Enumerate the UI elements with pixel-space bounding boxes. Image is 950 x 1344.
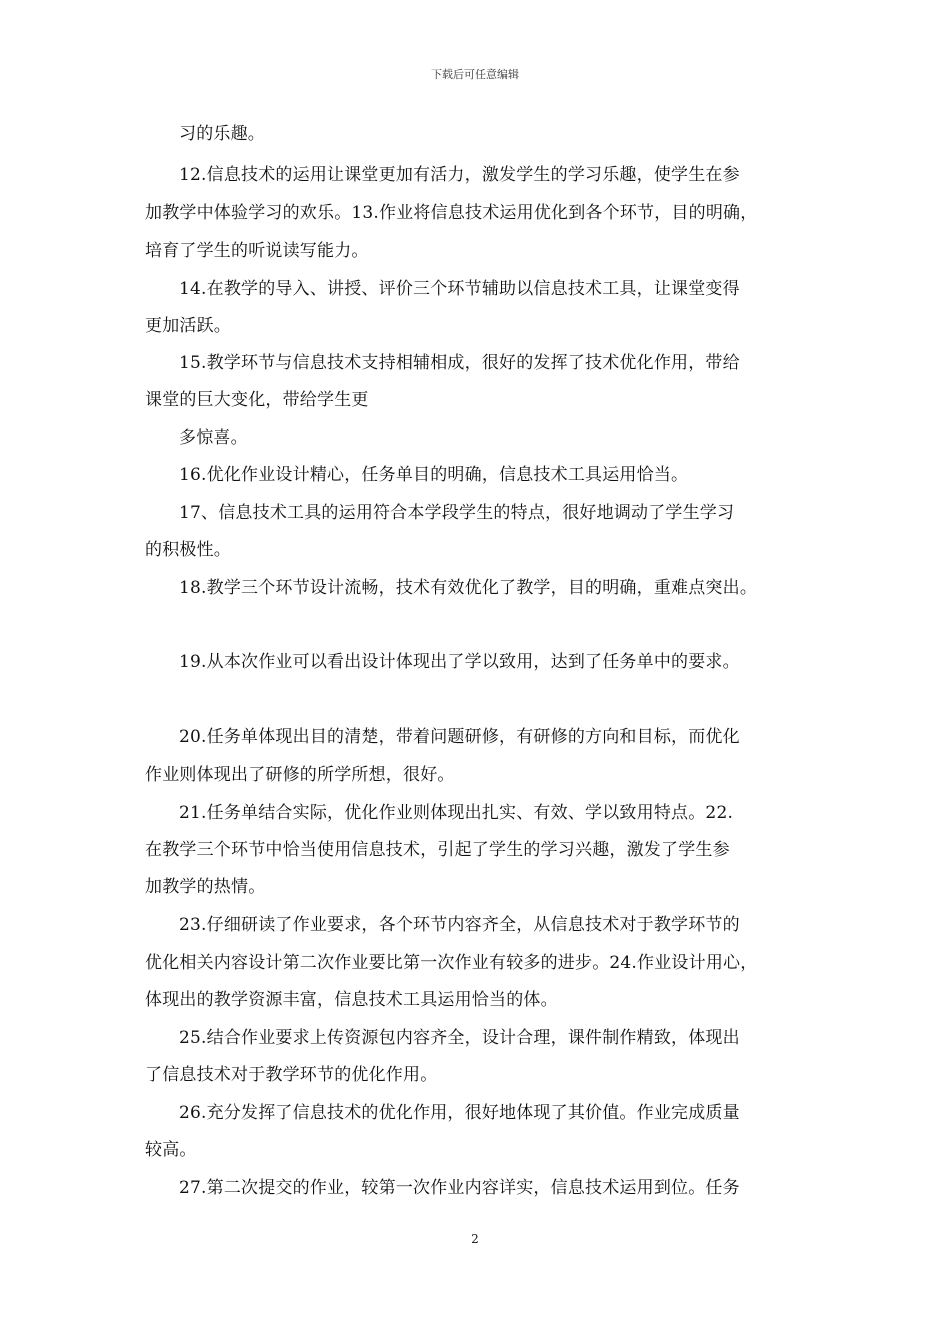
text-line: 加教学中体验学习的欢乐。13.作业将信息技术运用优化到各个环节，目的明确， (145, 203, 758, 223)
text-line: 体现出的教学资源丰富，信息技术工具运用恰当的体。 (145, 990, 558, 1010)
text-line: 习的乐趣。 (179, 124, 265, 144)
text-line: 17、信息技术工具的运用符合本学段学生的特点，很好地调动了学生学习 (179, 503, 735, 523)
text-line: 加教学的热情。 (145, 877, 266, 897)
text-line: 了信息技术对于教学环节的优化作用。 (145, 1065, 438, 1085)
text-line: 的积极性。 (145, 540, 231, 560)
text-line: 课堂的巨大变化，带给学生更 (145, 390, 369, 410)
text-line: 作业则体现出了研修的所学所想，很好。 (145, 765, 455, 785)
page-number: 2 (471, 1232, 479, 1246)
page-header: 下载后可任意编辑 (431, 68, 519, 81)
text-line: 多惊喜。 (179, 428, 248, 448)
text-line: 14.在教学的导入、讲授、评价三个环节辅助以信息技术工具，让课堂变得 (179, 279, 740, 299)
text-line: 在教学三个环节中恰当使用信息技术，引起了学生的学习兴趣，激发了学生参 (145, 840, 730, 860)
text-line: 20.任务单体现出目的清楚，带着问题研修，有研修的方向和目标，而优化 (179, 727, 740, 747)
text-line: 12.信息技术的运用让课堂更加有活力，激发学生的学习乐趣，使学生在参 (179, 165, 740, 185)
text-line: 15.教学环节与信息技术支持相辅相成，很好的发挥了技术优化作用，带给 (179, 353, 740, 373)
text-line: 优化相关内容设计第二次作业要比第一次作业有较多的进步。24.作业设计用心， (145, 953, 758, 973)
text-line: 18.教学三个环节设计流畅，技术有效优化了教学，目的明确，重难点突出。 (179, 578, 758, 598)
text-line: 16.优化作业设计精心，任务单目的明确，信息技术工具运用恰当。 (179, 465, 689, 485)
text-line: 更加活跃。 (145, 316, 231, 336)
text-line: 27.第二次提交的作业，较第一次作业内容详实，信息技术运用到位。任务 (179, 1178, 740, 1198)
text-line: 25.结合作业要求上传资源包内容齐全，设计合理，课件制作精致，体现出 (179, 1028, 740, 1048)
text-line: 19.从本次作业可以看出设计体现出了学以致用，达到了任务单中的要求。 (179, 652, 740, 672)
text-line: 较高。 (145, 1140, 197, 1160)
text-line: 培育了学生的听说读写能力。 (145, 241, 369, 261)
text-line: 26.充分发挥了信息技术的优化作用，很好地体现了其价值。作业完成质量 (179, 1103, 740, 1123)
text-line: 21.任务单结合实际，优化作业则体现出扎实、有效、学以致用特点。22. (179, 803, 734, 823)
text-line: 23.仔细研读了作业要求，各个环节内容齐全，从信息技术对于教学环节的 (179, 915, 740, 935)
